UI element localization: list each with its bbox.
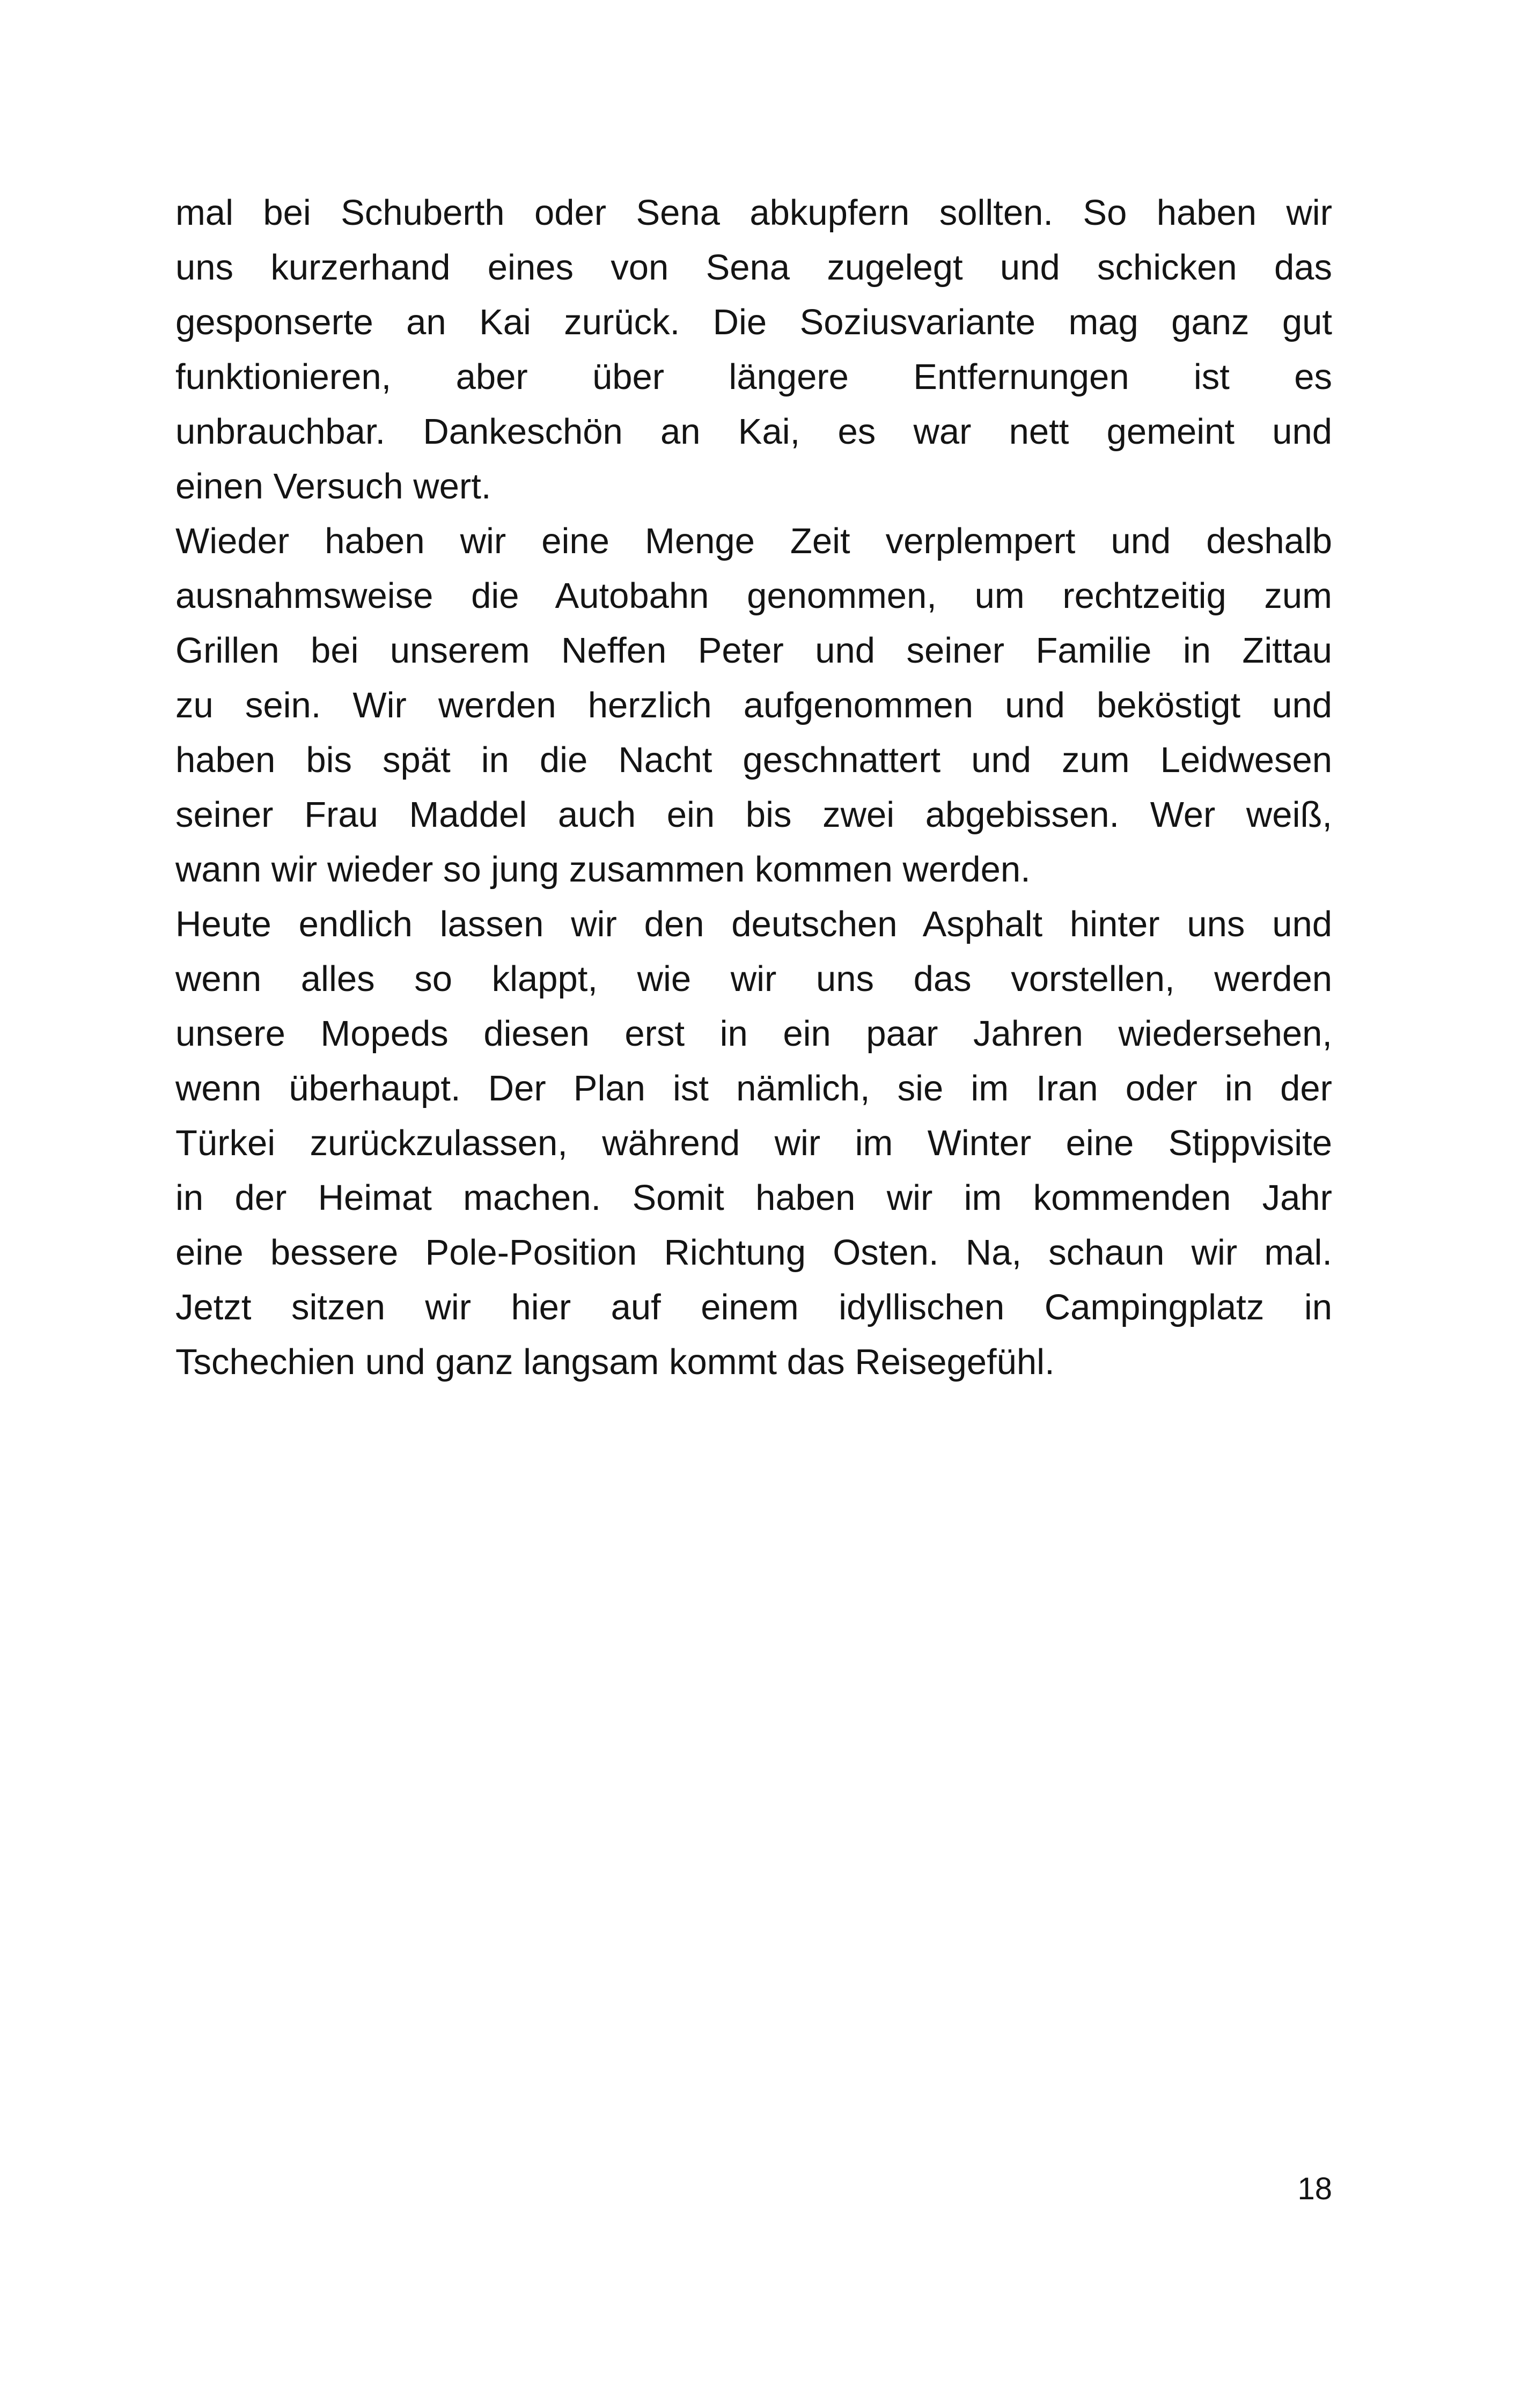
text-line: Heute endlich lassen wir den deutschen Asphalt hinter uns und: [175, 904, 1332, 944]
text-line: Jetzt sitzen wir hier auf einem idyllischen Campingplatz in: [175, 1287, 1332, 1327]
text-line: Tschechien und ganz langsam kommt das Reisegefühl.: [175, 1342, 1055, 1382]
text-line: uns kurzerhand eines von Sena zugelegt und schicken das: [175, 247, 1332, 288]
text-line: mal bei Schuberth oder Sena abkupfern sollten. So haben wir: [175, 193, 1332, 233]
text-line: wann wir wieder so jung zusammen kommen werden.: [175, 849, 1031, 890]
text-line: wenn alles so klappt, wie wir uns das vorstellen, werden: [175, 959, 1332, 999]
paragraph-1: [175, 186, 1332, 514]
text-line: funktionieren, aber über längere Entfernungen ist es: [175, 357, 1332, 397]
text-line: eine bessere Pole-Position Richtung Osten. Na, schaun wir mal.: [175, 1232, 1332, 1273]
page-number: 18: [1297, 2171, 1332, 2206]
text-line: haben bis spät in die Nacht geschnattert und zum Leidwesen: [175, 740, 1332, 780]
text-line: Türkei zurückzulassen, während wir im Winter eine Stippvisite: [175, 1123, 1332, 1163]
text-line: zu sein. Wir werden herzlich aufgenommen und beköstigt und: [175, 685, 1332, 725]
text-line: seiner Frau Maddel auch ein bis zwei abgebissen. Wer weiß,: [175, 795, 1332, 835]
text-line: unbrauchbar. Dankeschön an Kai, es war nett gemeint und: [175, 412, 1332, 452]
paragraph-2: [175, 514, 1332, 897]
body-text: [175, 186, 1332, 1390]
text-line: Wieder haben wir eine Menge Zeit verplempert und deshalb: [175, 521, 1332, 561]
text-line: unsere Mopeds diesen erst in ein paar Jahren wiedersehen,: [175, 1014, 1332, 1054]
text-line: in der Heimat machen. Somit haben wir im kommenden Jahr: [175, 1178, 1332, 1218]
text-line: einen Versuch wert.: [175, 466, 491, 506]
text-line: gesponserte an Kai zurück. Die Soziusvariante mag ganz gut: [175, 302, 1332, 342]
paragraph-3: [175, 897, 1332, 1390]
text-line: wenn überhaupt. Der Plan ist nämlich, sie im Iran oder in der: [175, 1068, 1332, 1108]
text-line: ausnahmsweise die Autobahn genommen, um rechtzeitig zum: [175, 576, 1332, 616]
text-line: Grillen bei unserem Neffen Peter und seiner Familie in Zittau: [175, 630, 1332, 671]
